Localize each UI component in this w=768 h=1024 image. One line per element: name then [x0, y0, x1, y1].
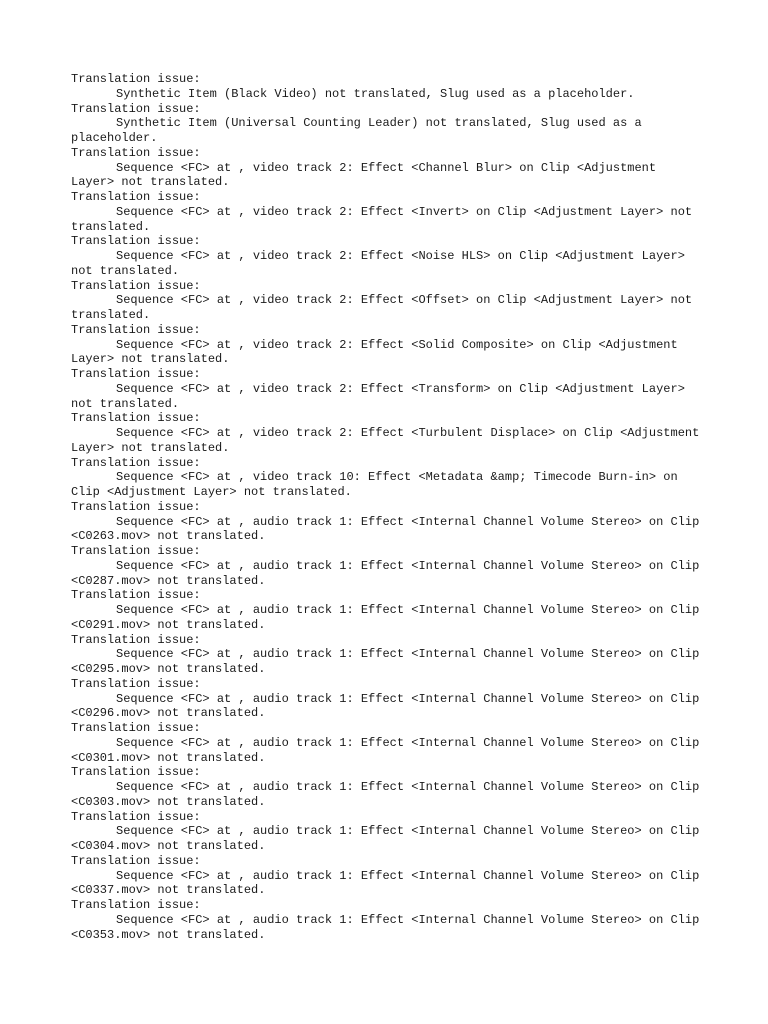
report-entry [71, 633, 701, 677]
entry-heading: Translation issue: [71, 499, 201, 514]
entry-detail: Sequence <FC> at , video track 2: Effect <Channel Blur> on Clip <Adjustment Layer> not translated. [71, 160, 657, 190]
entry-heading: Translation issue: [71, 190, 201, 204]
entry-detail: Sequence <FC> at , video track 10: Effect <Metadata &amp; Timecode Burn-in> on Clip <Adjustment Layer> not translated. [71, 470, 678, 499]
report-entry [71, 323, 701, 367]
entry-heading: Translation issue: [71, 322, 201, 337]
entry-heading: Translation issue: [71, 898, 201, 912]
entry-heading: Translation issue: [71, 632, 201, 647]
report-entry [71, 146, 701, 190]
entry-detail: Sequence <FC> at , audio track 1: Effect <Internal Channel Volume Stereo> on Clip <C0303.mov> not translated. [71, 780, 700, 809]
entry-heading: Translation issue: [71, 544, 201, 558]
entry-heading: Translation issue: [71, 145, 201, 160]
entry-heading: Translation issue: [71, 455, 201, 470]
entry-detail: Sequence <FC> at , video track 2: Effect <Offset> on Clip <Adjustment Layer> not translated. [71, 293, 693, 322]
report-entry [71, 765, 701, 809]
entry-heading: Translation issue: [71, 411, 201, 426]
entry-heading: Translation issue: [71, 853, 201, 868]
report-entry [71, 721, 701, 765]
entry-detail: Synthetic Item (Black Video) not translated, Slug used as a placeholder. [116, 86, 635, 101]
report-entry [71, 234, 701, 278]
entry-detail: Sequence <FC> at , audio track 1: Effect <Internal Channel Volume Stereo> on Clip <C0301.mov> not translated. [71, 735, 700, 765]
entry-detail: Sequence <FC> at , video track 2: Effect <Noise HLS> on Clip <Adjustment Layer> not translated. [71, 249, 685, 278]
report-entry [71, 367, 701, 411]
entry-detail: Sequence <FC> at , video track 2: Effect <Transform> on Clip <Adjustment Layer> not translated. [71, 381, 685, 411]
entry-detail: Sequence <FC> at , audio track 1: Effect <Internal Channel Volume Stereo> on Clip <C0295.mov> not translated. [71, 647, 700, 676]
entry-detail: Sequence <FC> at , video track 2: Effect <Invert> on Clip <Adjustment Layer> not translated. [71, 204, 693, 234]
entry-heading: Translation issue: [71, 278, 201, 293]
entry-detail: Sequence <FC> at , video track 2: Effect <Solid Composite> on Clip <Adjustment Layer> not translated. [71, 337, 678, 367]
entry-heading: Translation issue: [71, 367, 201, 381]
report-entry [71, 72, 701, 102]
entry-heading: Translation issue: [71, 72, 201, 86]
entry-heading: Translation issue: [71, 809, 201, 824]
report-entry [71, 854, 701, 898]
report-entry [71, 456, 701, 500]
entry-heading: Translation issue: [71, 588, 201, 603]
report-entry [71, 411, 701, 455]
entry-heading: Translation issue: [71, 234, 201, 249]
entry-detail: Sequence <FC> at , audio track 1: Effect <Internal Channel Volume Stereo> on Clip <C0353.mov> not translated. [71, 912, 700, 942]
entry-heading: Translation issue: [71, 765, 201, 780]
report-entry [71, 279, 701, 323]
report-entry [71, 810, 701, 854]
report-entry [71, 588, 701, 632]
entry-heading: Translation issue: [71, 676, 201, 691]
entry-detail: Sequence <FC> at , audio track 1: Effect <Internal Channel Volume Stereo> on Clip <C0304.mov> not translated. [71, 824, 700, 853]
entry-heading: Translation issue: [71, 721, 201, 735]
entry-detail: Synthetic Item (Universal Counting Leader) not translated, Slug used as a placeholder. [71, 116, 642, 145]
report-entry [71, 190, 701, 234]
report-entry [71, 500, 701, 544]
entry-detail: Sequence <FC> at , audio track 1: Effect <Internal Channel Volume Stereo> on Clip <C0291.mov> not translated. [71, 603, 700, 632]
report-entry [71, 677, 701, 721]
entry-detail: Sequence <FC> at , video track 2: Effect <Turbulent Displace> on Clip <Adjustment Layer> not translated. [71, 426, 700, 455]
entry-detail: Sequence <FC> at , audio track 1: Effect <Internal Channel Volume Stereo> on Clip <C0296.mov> not translated. [71, 691, 700, 721]
report-entry [71, 898, 701, 942]
entry-detail: Sequence <FC> at , audio track 1: Effect <Internal Channel Volume Stereo> on Clip <C0263.mov> not translated. [71, 514, 700, 544]
entry-detail: Sequence <FC> at , audio track 1: Effect <Internal Channel Volume Stereo> on Clip <C0337.mov> not translated. [71, 868, 700, 898]
report-entry [71, 102, 701, 146]
entry-heading: Translation issue: [71, 101, 201, 116]
entry-detail: Sequence <FC> at , audio track 1: Effect <Internal Channel Volume Stereo> on Clip <C0287.mov> not translated. [71, 558, 700, 588]
report-entry [71, 544, 701, 588]
translation-report [71, 72, 701, 942]
